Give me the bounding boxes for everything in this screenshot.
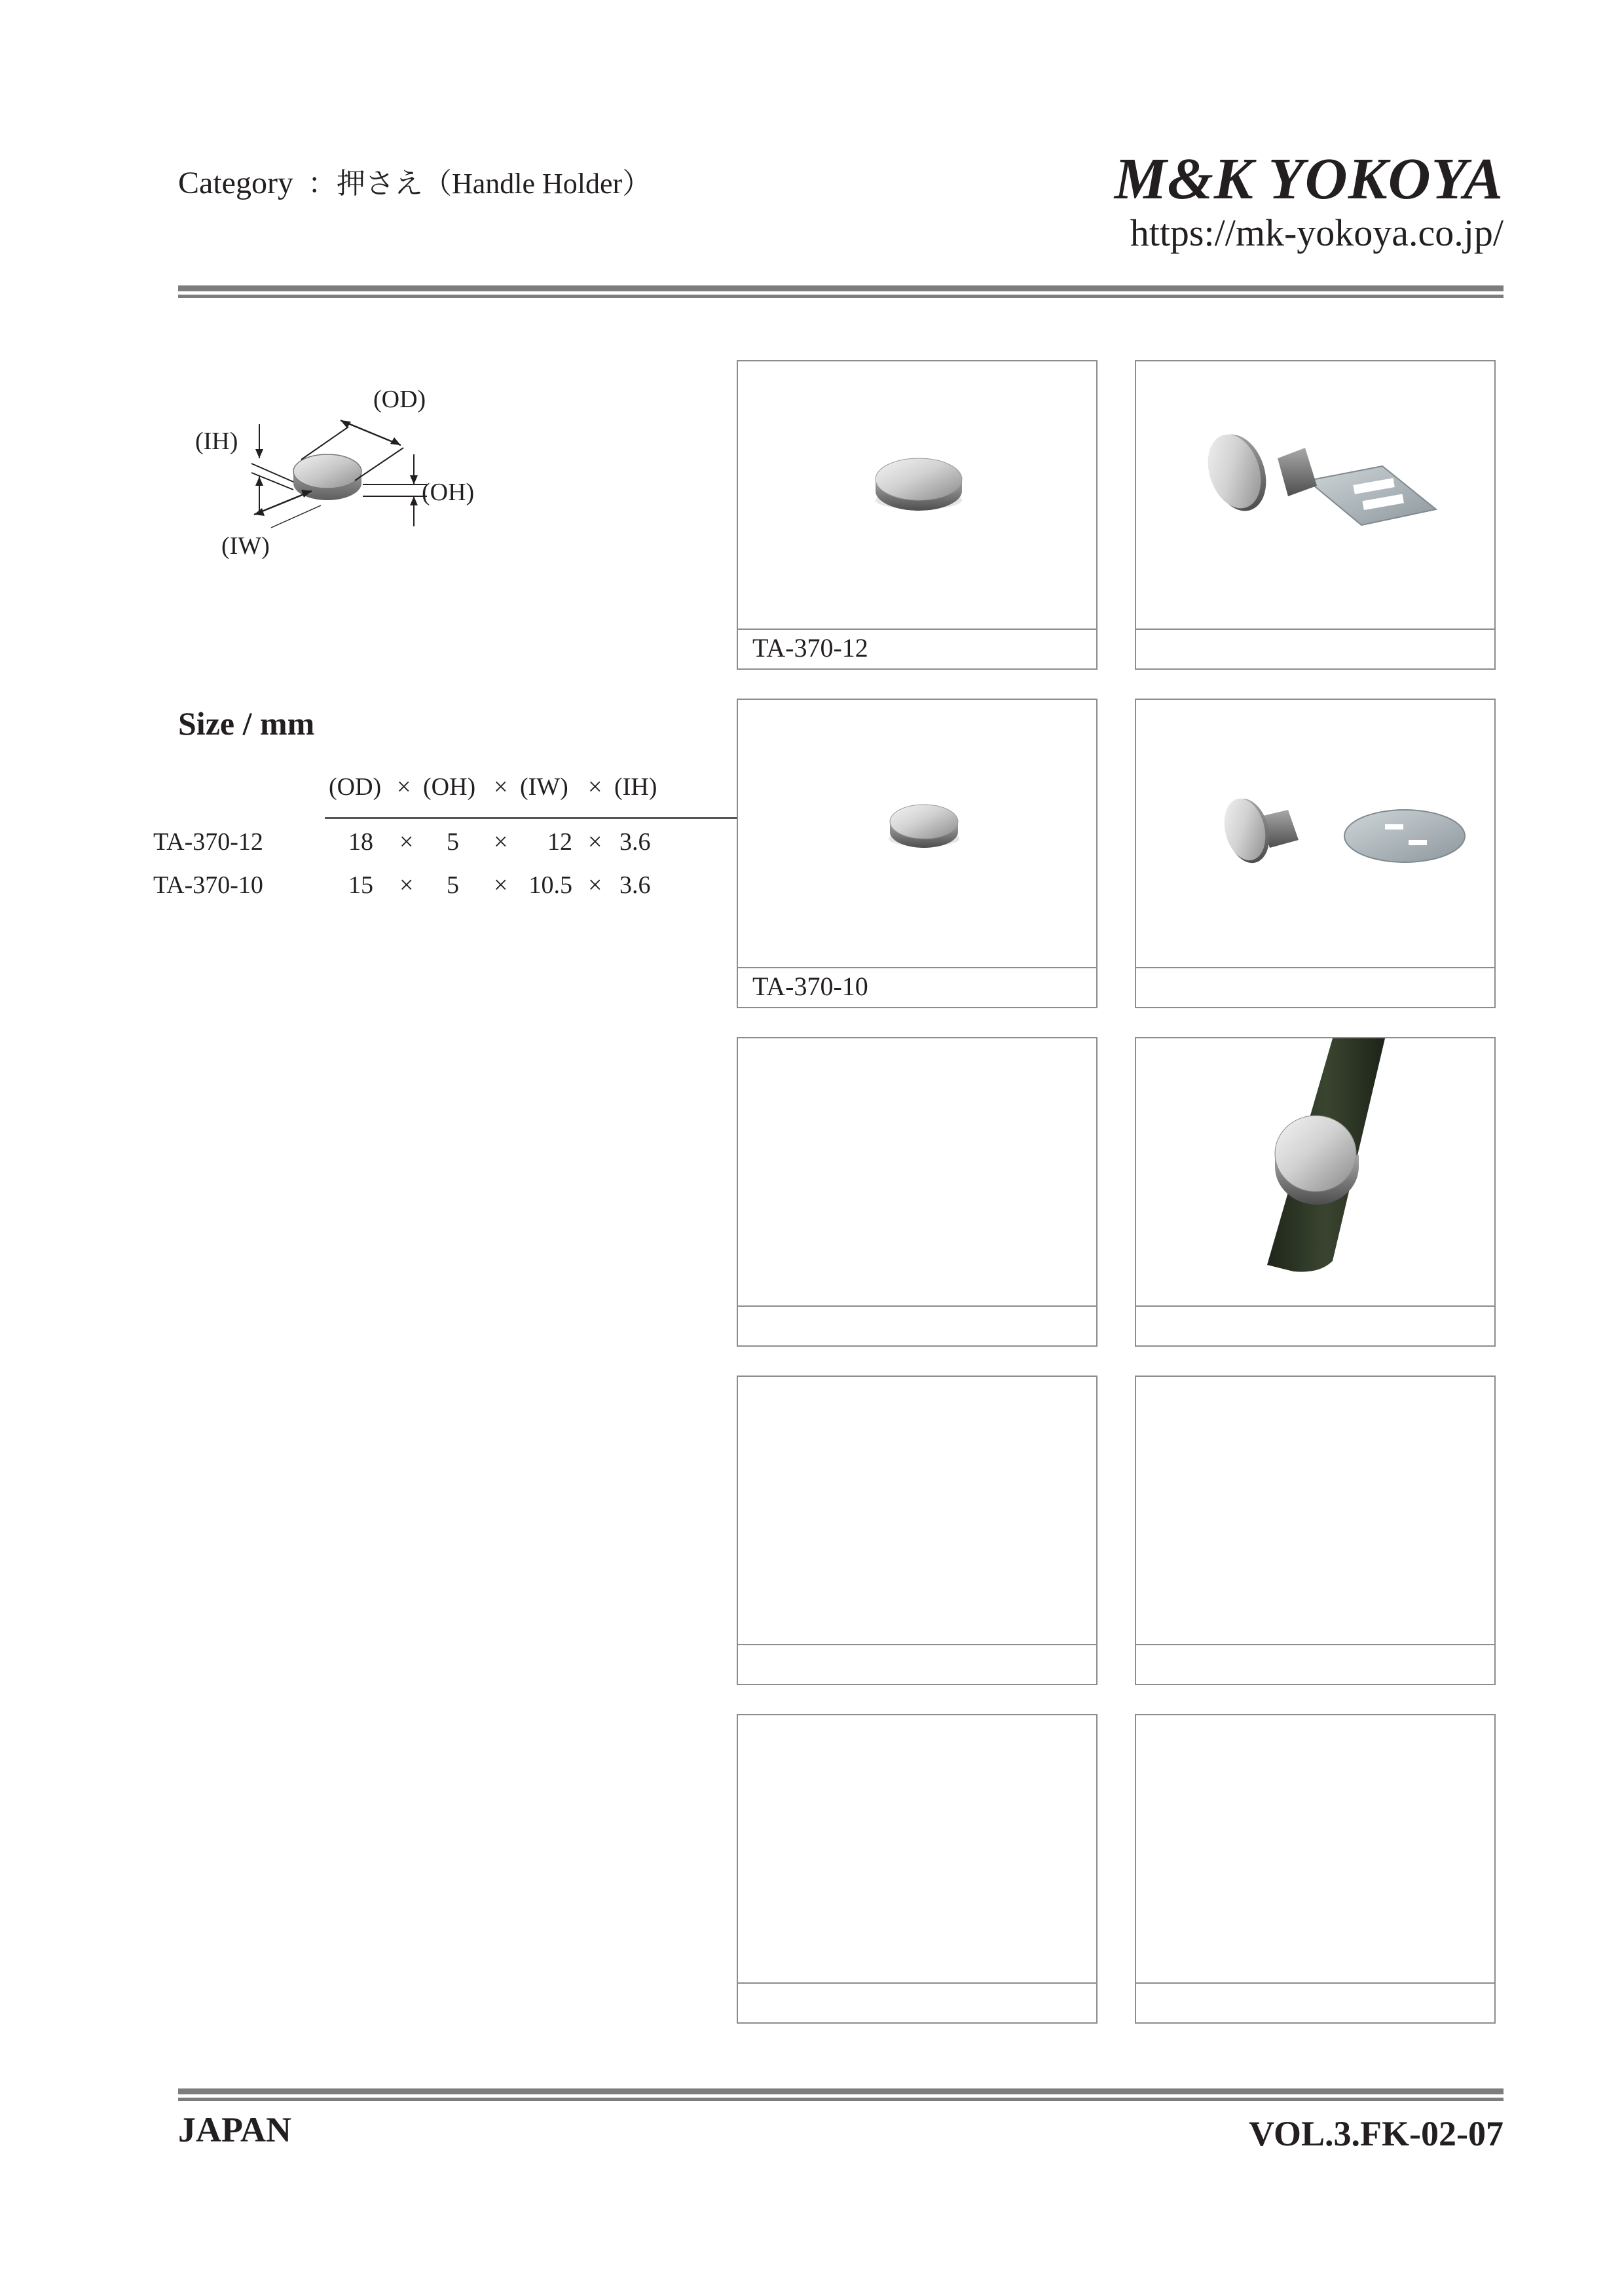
- product-photo: [1136, 1038, 1494, 1305]
- product-caption: [738, 1305, 1096, 1345]
- column-header-oh: (OH): [423, 773, 476, 801]
- cell-sep: ×: [588, 828, 602, 856]
- product-caption: [1136, 1644, 1494, 1684]
- cell-od: 15: [348, 871, 373, 899]
- dimension-diagram: [183, 367, 511, 576]
- cap-with-backplate-image: [1136, 700, 1494, 966]
- product-caption: [1136, 629, 1494, 668]
- cell-oh: 5: [447, 871, 459, 899]
- cell-ih: 3.6: [619, 828, 651, 856]
- product-caption: [1136, 1982, 1494, 2022]
- cell-sep: ×: [399, 828, 414, 856]
- product-caption: [738, 1644, 1096, 1684]
- diagram-label-od: (OD): [373, 386, 426, 413]
- footer-volume-code: VOL.3.FK-02-07: [1249, 2114, 1504, 2153]
- size-section-title: Size / mm: [178, 705, 315, 742]
- cell-od: 18: [348, 828, 373, 856]
- header-sep: ×: [494, 773, 508, 801]
- product-photo: [1136, 1377, 1494, 1644]
- cell-oh: 5: [447, 828, 459, 856]
- category-line: [178, 160, 651, 202]
- round-cap-large-image: [738, 361, 1096, 627]
- cell-sep: ×: [494, 871, 508, 899]
- diagram-label-iw: (IW): [221, 532, 270, 560]
- product-card[interactable]: [737, 699, 1098, 1008]
- footer-country: JAPAN: [178, 2110, 291, 2149]
- product-caption: [1136, 967, 1494, 1007]
- header-sep: ×: [397, 773, 411, 801]
- row-code: TA-370-12: [153, 828, 263, 856]
- column-header-iw: (IW): [520, 773, 568, 801]
- diagram-cap-top: [293, 454, 361, 488]
- diagram-label-oh: (OH): [422, 479, 475, 506]
- product-card[interactable]: [1135, 1714, 1496, 2024]
- product-photo: [738, 700, 1096, 967]
- cell-sep: ×: [588, 871, 602, 899]
- header-divider: [178, 285, 1504, 298]
- row-code: TA-370-10: [153, 871, 263, 899]
- footer-divider: [178, 2088, 1504, 2101]
- product-photo: [738, 361, 1096, 629]
- product-caption: TA-370-12: [738, 629, 1096, 668]
- product-caption: [1136, 1305, 1494, 1345]
- product-card[interactable]: [737, 360, 1098, 670]
- product-card[interactable]: [1135, 360, 1496, 670]
- product-card[interactable]: [1135, 1376, 1496, 1685]
- product-card[interactable]: [1135, 1037, 1496, 1347]
- cell-sep: ×: [494, 828, 508, 856]
- header-sep: ×: [588, 773, 602, 801]
- cell-ih: 3.6: [619, 871, 651, 899]
- cell-iw: 10.5: [528, 871, 572, 899]
- product-photo: [738, 1715, 1096, 1982]
- column-header-od: (OD): [329, 773, 382, 801]
- diagram-label-ih: (IH): [195, 428, 238, 455]
- product-card[interactable]: [737, 1714, 1098, 2024]
- cap-on-strap-image: [1136, 1038, 1494, 1304]
- column-header-ih: (IH): [614, 773, 657, 801]
- brand-name: M&K YOKOYA: [1114, 147, 1504, 211]
- product-caption: [738, 1982, 1096, 2022]
- product-card[interactable]: [737, 1376, 1098, 1685]
- product-card[interactable]: [737, 1037, 1098, 1347]
- product-photo: [1136, 361, 1494, 629]
- website-link[interactable]: https://mk-yokoya.co.jp/: [1130, 211, 1504, 254]
- round-cap-small-image: [738, 700, 1096, 966]
- product-caption: TA-370-10: [738, 967, 1096, 1007]
- product-photo: [1136, 700, 1494, 967]
- product-photo: [738, 1377, 1096, 1644]
- product-photo: [1136, 1715, 1494, 1982]
- product-photo: [738, 1038, 1096, 1305]
- cap-with-backplate-image: [1136, 361, 1494, 627]
- cell-iw: 12: [547, 828, 572, 856]
- category-label: Category: [178, 166, 293, 200]
- product-card[interactable]: [1135, 699, 1496, 1008]
- category-value: ：押さえ（Handle Holder）: [307, 168, 652, 200]
- cell-sep: ×: [399, 871, 414, 899]
